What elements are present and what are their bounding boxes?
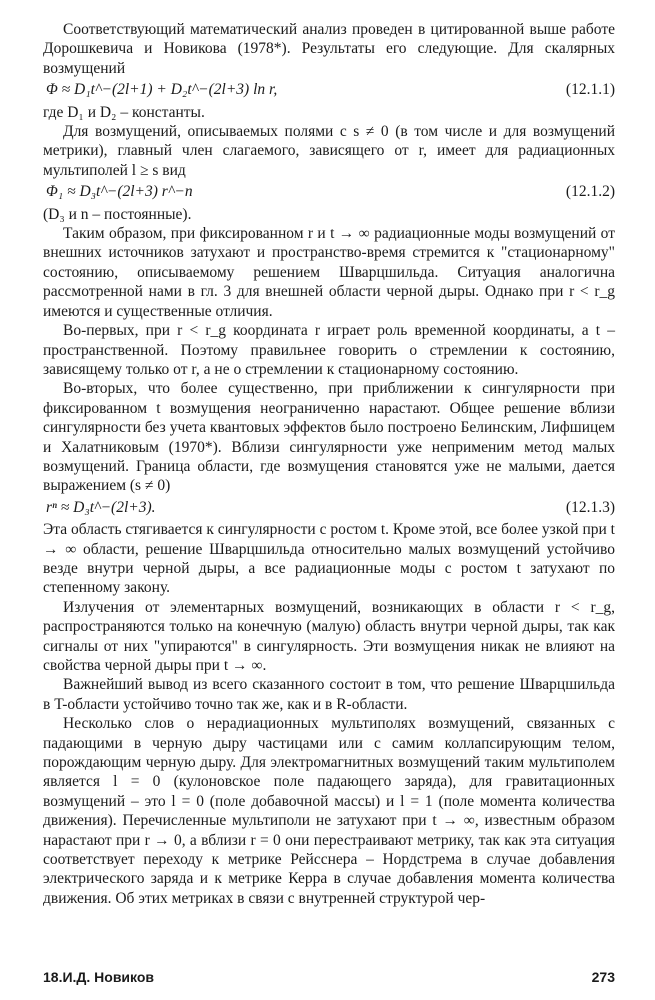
paragraph-6: Во-первых, при r < r_g координата r играет роль временной координаты, а t – пространственной. Поэтому правильнее говорить о стремлении к состоянию, зависящему только от r, а не о стремлении к стационарному состоянию. <box>43 322 615 378</box>
page-footer <box>43 968 615 987</box>
paragraph-4: (D₃ и n – постоянные). <box>43 205 192 223</box>
paragraph-10: Важнейший вывод из всего сказанного состоит в том, что решение Шварцшильда в T-области устойчиво точно так же, как и в R-области. <box>43 676 615 713</box>
paragraph-3: Для возмущений, описываемых полями с s ≠ 0 (в том числе и для возмущений метрики), главный член слагаемого, зависящего от r, имеет для радиационных мультиполей l ≥ s вид <box>43 123 615 179</box>
paragraph-9: Излучения от элементарных возмущений, возникающих в области r < r_g, распространяются только на конечную (малую) область внутри черной дыры, так как сигналы от них "упираются" в сингулярность. Эти возмущения никак не влияют на свойства черной дыры при t → ∞. <box>43 598 615 674</box>
equation-12-1-3 <box>43 498 615 517</box>
equation-number: (12.1.2) <box>565 183 615 201</box>
equation-number: (12.1.3) <box>565 498 615 516</box>
page-number: 273 <box>591 969 615 985</box>
paragraph-2: где D₁ и D₂ – константы. <box>43 103 205 121</box>
paragraph-1: Соответствующий математический анализ проведен в цитированной выше работе Дорошкевича и Новикова (1978*). Результаты его следующие. Для скалярных возмущений <box>43 21 615 77</box>
equation-formula: Φ₁ ≈ D₃t^−(2l+3) r^−n <box>46 183 193 201</box>
equation-12-1-2 <box>43 182 615 201</box>
paragraph-11: Несколько слов о нерадиационных мультиполях возмущений, связанных с падающими в черную дыру частицами или с самим коллапсирующим телом, порождающим черную дыру. Для электромагнитных возмущений таким мультиполем является l = 0 (кулоновское поле падающего заряда), для гравитационных возмущений – это l = 0 (поле добавочной массы) и l = 1 (поле момента количества движения). Перечисленные мультиполи не затухают при t → ∞, известным образом нарастают при r → 0, а вблизи r = 0 они перестраивают метрику, так как эта ситуация соответствует переходу к метрике Рейсснера – Нордстрема в случае добавления электрического заряда и к метрике Керра в случае добавления момента количества движения. Об этих метриках в связи с внутренней структурой чер- <box>43 715 615 907</box>
equation-formula: rⁿ ≈ D₃t^−(2l+3). <box>46 498 156 516</box>
paragraph-7: Во-вторых, что более существенно, при приближении к сингулярности при фиксированном t возмущения неограниченно нарастают. Общее решение вблизи сингулярности без учета квантовых эффектов было построено Белинским, Лифшицем и Халатниковым (1970*). Вблизи сингулярности уже неприменим метод малых возмущений. Граница области, где возмущения становятся уже не малыми, дается выражением (s ≠ 0) <box>43 380 615 495</box>
equation-number: (12.1.1) <box>565 81 615 99</box>
paragraph-5: Таким образом, при фиксированном r и t → ∞ радиационные моды возмущений от внешних источников затухают и пространство-время стремится к "стационарному" состоянию, описываемому решением Шварцшильда. Ситуация аналогична рассмотренной нами в гл. 3 для внешней области черной дыры. Однако при r < r_g имеются и существенные отличия. <box>43 225 615 320</box>
paragraph-8: Эта область стягивается к сингулярности с ростом t. Кроме этой, все более узкой при t → ∞ области, решение Шварцшильда относительно малых возмущений устойчиво везде внутри черной дыры, а все радиационные моды с ростом t затухают по степенному закону. <box>43 521 615 597</box>
equation-formula: Φ ≈ D₁t^−(2l+1) + D₂t^−(2l+3) ln r, <box>46 81 278 99</box>
footer-signature: 18.И.Д. Новиков <box>43 969 155 985</box>
equation-12-1-1 <box>43 80 615 99</box>
